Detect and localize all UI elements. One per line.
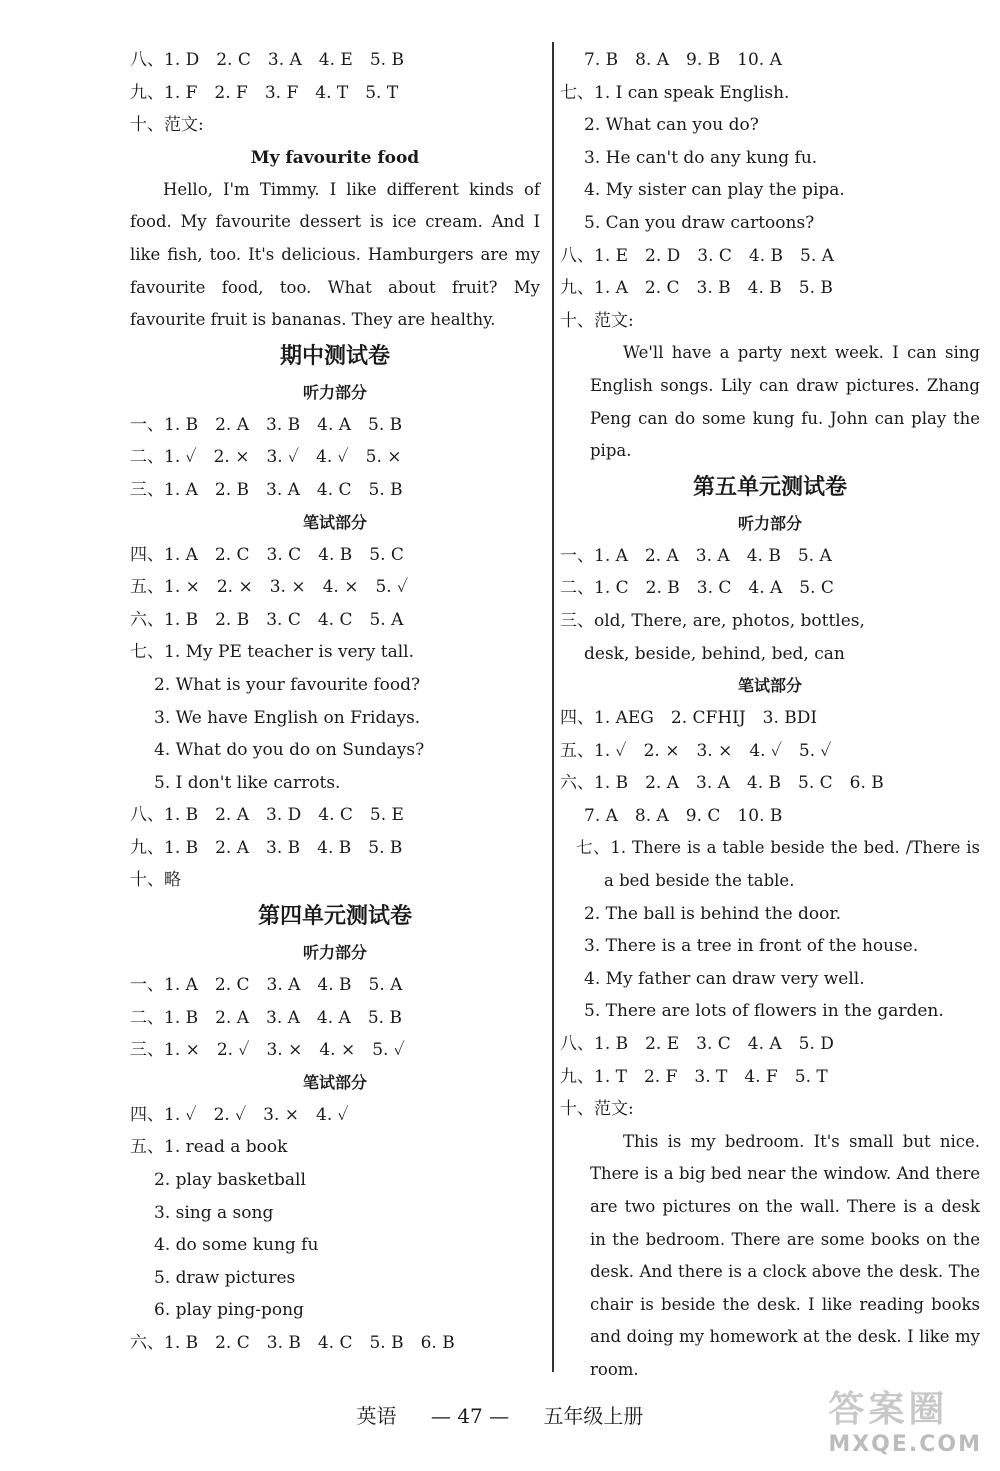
answer-line: 一、1. A 2. A 3. A 4. B 5. A	[560, 545, 832, 566]
answer-line: 七、1. I can speak English.	[560, 82, 790, 103]
answer-line: 一、1. A 2. C 3. A 4. B 5. A	[130, 975, 403, 996]
answer-line: desk, beside, behind, bed, can	[584, 643, 845, 664]
section-heading: 期中测试卷	[279, 343, 390, 369]
answer-line: 九、1. B 2. A 3. B 4. B 5. B	[130, 837, 403, 858]
answer-line: 八、1. D 2. C 3. A 4. E 5. B	[130, 50, 404, 70]
answer-line: 十、略	[130, 870, 181, 891]
answer-line: 4. My father can draw very well.	[584, 968, 865, 989]
subsection-heading: 听力部分	[302, 943, 367, 963]
subsection-heading: 笔试部分	[302, 512, 367, 532]
answer-line: 四、1. AEG 2. CFHIJ 3. BDI	[560, 708, 818, 729]
answer-line: 二、1. B 2. A 3. A 4. A 5. B	[130, 1007, 402, 1028]
answer-line: 3. sing a song	[154, 1202, 274, 1223]
answer-line: 五、1. ✓ 2. × 3. × 4. ✓ 5. ✓	[560, 740, 832, 761]
answer-line: 4. My sister can play the pipa.	[584, 180, 845, 201]
right-column	[560, 44, 980, 1387]
essay-title: My favourite food	[250, 147, 420, 168]
answer-line: 一、1. B 2. A 3. B 4. A 5. B	[130, 414, 403, 435]
subsection-heading: 听力部分	[302, 382, 367, 402]
answer-line: 八、1. E 2. D 3. C 4. B 5. A	[560, 245, 834, 266]
answer-line: 7. A 8. A 9. C 10. B	[584, 805, 783, 826]
answer-line: 3. We have English on Fridays.	[154, 707, 421, 728]
answer-line: 二、1. ✓ 2. × 3. ✓ 4. ✓ 5. ×	[130, 447, 402, 468]
essay-paragraph: We'll have a party next week. I can sing English songs. Lily can draw pictures. Zhang Peng can do some kung fu. John can play the pipa.	[590, 343, 980, 461]
answer-line: 5. I don't like carrots.	[154, 772, 341, 793]
answer-line: 5. Can you draw cartoons?	[584, 212, 815, 233]
answer-line: 5. draw pictures	[154, 1267, 296, 1288]
subsection-heading: 笔试部分	[302, 1072, 367, 1092]
footer-subject: 英语	[356, 1404, 397, 1428]
answer-paragraph: 七、1. There is a table beside the bed. /There is a bed beside the table.	[576, 838, 980, 891]
subsection-heading: 听力部分	[737, 513, 802, 533]
answer-line: 十、范文:	[130, 115, 204, 136]
page-number: — 47 —	[430, 1404, 510, 1428]
watermark-text: 答案圈	[828, 1389, 949, 1430]
answer-line: 四、1. A 2. C 3. C 4. B 5. C	[130, 544, 404, 565]
answer-line: 2. What is your favourite food?	[154, 674, 421, 695]
answer-line: 5. There are lots of flowers in the garden.	[584, 1001, 944, 1022]
answer-line: 三、1. × 2. ✓ 3. × 4. × 5. ✓	[130, 1040, 405, 1061]
answer-line: 六、1. B 2. C 3. B 4. C 5. B 6. B	[130, 1333, 455, 1353]
answer-line: 四、1. ✓ 2. ✓ 3. × 4. ✓	[130, 1104, 349, 1125]
section-heading: 第四单元测试卷	[257, 904, 412, 930]
answer-line: 五、1. × 2. × 3. × 4. × 5. ✓	[130, 577, 409, 598]
answer-line: 八、1. B 2. E 3. C 4. A 5. D	[560, 1034, 834, 1055]
subsection-heading: 笔试部分	[737, 676, 802, 696]
answer-line: 三、old, There, are, photos, bottles,	[560, 610, 865, 631]
answer-line: 七、1. My PE teacher is very tall.	[130, 642, 414, 663]
answer-line: 7. B 8. A 9. B 10. A	[584, 50, 782, 70]
answer-line: 二、1. C 2. B 3. C 4. A 5. C	[560, 578, 834, 599]
answer-line: 九、1. A 2. C 3. B 4. B 5. B	[560, 278, 833, 299]
answer-line: 八、1. B 2. A 3. D 4. C 5. E	[130, 805, 404, 826]
answer-line: 4. do some kung fu	[154, 1235, 319, 1256]
column-divider	[552, 42, 554, 1372]
essay-paragraph: Hello, I'm Timmy. I like different kinds of food. My favourite dessert is ice cream. And I like fish, too. It's delicious. Hamburgers are my favourite food, too. What about fruit? My favourite fruit is bananas. They are healthy.	[130, 179, 540, 330]
answer-line: 3. He can't do any kung fu.	[584, 147, 818, 168]
answer-line: 九、1. F 2. F 3. F 4. T 5. T	[130, 82, 399, 103]
answer-line: 三、1. A 2. B 3. A 4. C 5. B	[130, 479, 403, 500]
watermark-logo	[828, 1381, 982, 1457]
answer-line: 六、1. B 2. B 3. C 4. C 5. A	[130, 609, 404, 630]
essay-paragraph: This is my bedroom. It's small but nice. There is a big bed near the window. And there are two pictures on the wall. There is a desk in the bedroom. There are some books on the desk. And there is a clock above the desk. The chair is beside the desk. I like reading books and doing my homework at the desk. I like my room.	[590, 1131, 980, 1379]
answer-line: 2. The ball is behind the door.	[584, 903, 842, 924]
answer-line: 2. What can you do?	[584, 115, 759, 136]
section-heading: 第五单元测试卷	[692, 474, 847, 500]
left-column	[130, 44, 540, 1360]
answer-line: 五、1. read a book	[130, 1137, 288, 1158]
watermark-url: MXQE.COM	[828, 1432, 982, 1457]
answer-line: 六、1. B 2. A 3. A 4. B 5. C 6. B	[560, 773, 884, 794]
answer-line: 2. play basketball	[154, 1170, 306, 1191]
answer-line: 6. play ping-pong	[154, 1300, 304, 1321]
footer-grade: 五年级上册	[543, 1404, 644, 1428]
answer-line: 3. There is a tree in front of the house.	[584, 936, 919, 957]
answer-line: 4. What do you do on Sundays?	[154, 740, 425, 761]
answer-line: 十、范文:	[560, 310, 634, 331]
answer-line: 十、范文:	[560, 1099, 634, 1120]
answer-line: 九、1. T 2. F 3. T 4. F 5. T	[560, 1066, 828, 1087]
